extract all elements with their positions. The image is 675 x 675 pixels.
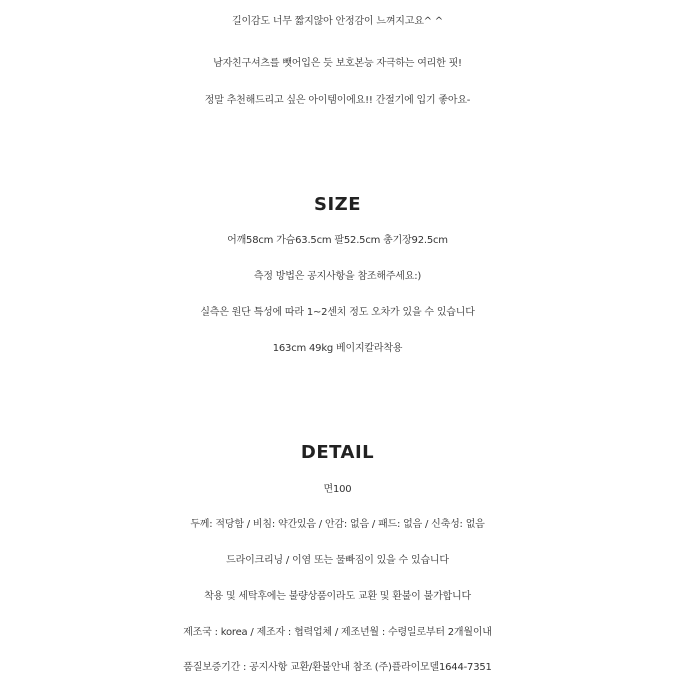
intro-line: 남자친구셔츠를 뺏어입은 듯 보호본능 자극하는 여리한 핏! — [213, 58, 462, 69]
size-line: 실측은 원단 특성에 따라 1~2센치 정도 오차가 있을 수 있습니다 — [200, 307, 475, 318]
detail-line: 두께: 적당함 / 비침: 약간있음 / 안감: 없음 / 패드: 없음 / 신축성: 없음 — [190, 519, 485, 530]
intro-line: 정말 추천해드리고 싶은 아이템이에요!! 간절기에 입기 좋아요- — [204, 95, 471, 106]
detail-line: 착용 및 세탁후에는 불량상품이라도 교환 및 환불이 불가합니다 — [204, 591, 471, 602]
detail-line: 제조국 : korea / 제조자 : 협력업체 / 제조년월 : 수령일로부터 2개월이내 — [183, 627, 492, 638]
size-heading: SIZE — [313, 194, 361, 215]
detail-line: 면100 — [323, 484, 352, 495]
size-line: 측정 방법은 공지사항을 참조해주세요:) — [253, 271, 422, 282]
size-line: 163cm 49kg 베이지칼라착용 — [272, 343, 403, 354]
detail-line: 품질보증기간 : 공지사항 교환/환불안내 참조 (주)플라이모델1644-7351 — [183, 662, 492, 673]
size-line: 어깨58cm 가슴63.5cm 팔52.5cm 총기장92.5cm — [227, 235, 448, 246]
intro-line: 길이감도 너무 짧지않아 안정감이 느껴지고요^ ^ — [232, 16, 443, 27]
detail-line: 드라이크리닝 / 이염 또는 물빠짐이 있을 수 있습니다 — [226, 555, 449, 566]
detail-heading: DETAIL — [300, 442, 375, 463]
